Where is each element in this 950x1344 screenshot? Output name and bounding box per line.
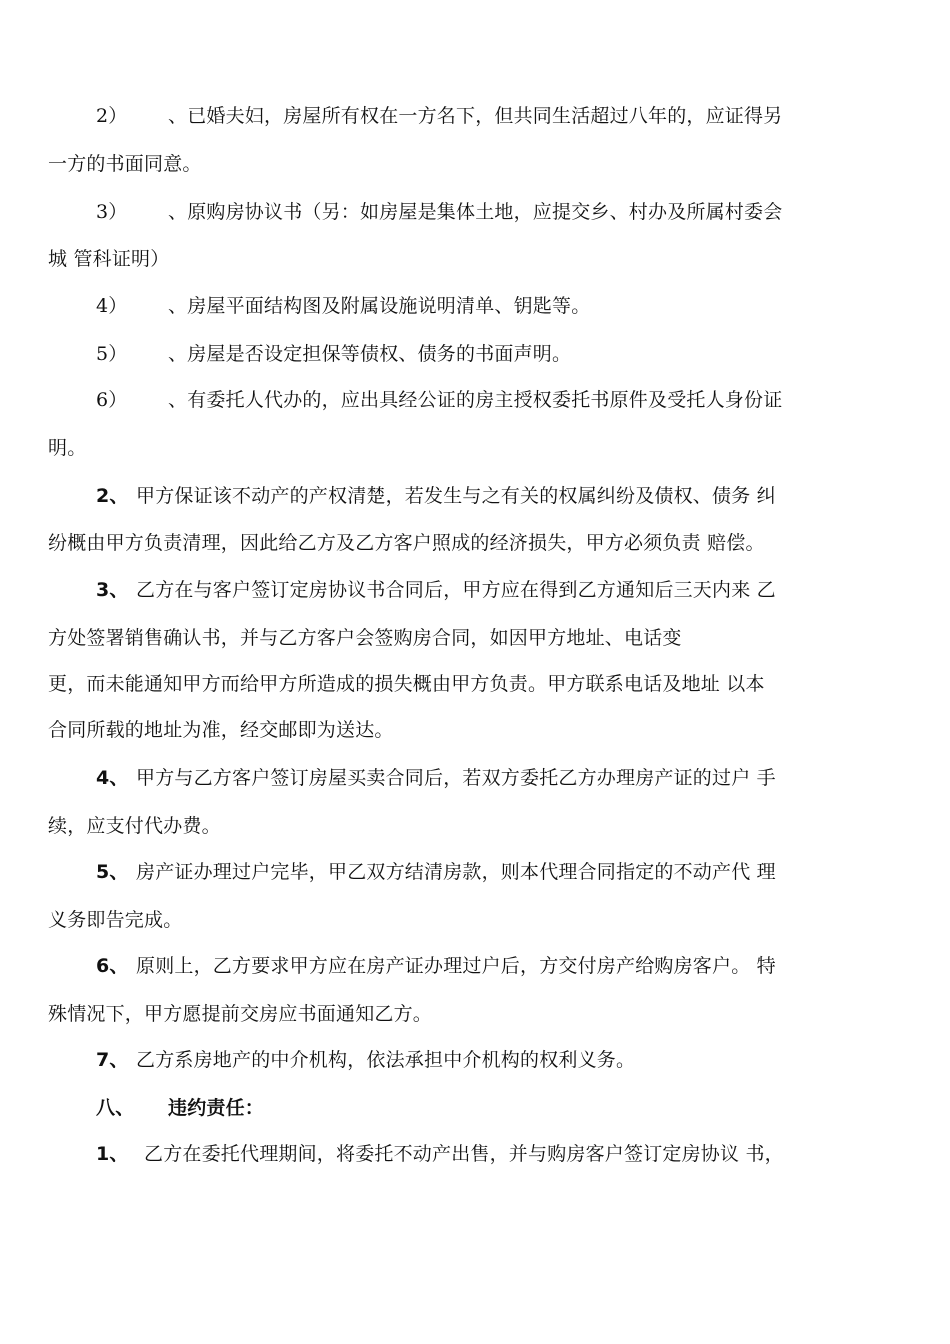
clause-6-line-2: 殊情况下，甲方愿提前交房应书面通知乙方。 [48, 1003, 433, 1025]
clause-number: 4、 [96, 767, 129, 789]
item-number: 4） [96, 295, 128, 317]
item-3-line-2: 城 管科证明） [48, 248, 170, 270]
clause-4-line-2: 续，应支付代办费。 [48, 815, 221, 837]
clause-3-line-2: 方处签署销售确认书，并与乙方客户会签购房合同，如因甲方地址、电话变 [48, 627, 682, 649]
item-3-line-1: 3） 、原购房协议书（另：如房屋是集体土地，应提交乡、村办及所属村委会 [96, 198, 908, 226]
item-2-line-1: 2） 、已婚夫妇，房屋所有权在一方名下，但共同生活超过八年的，应证得另 [96, 102, 908, 130]
section-number: 八、 [96, 1097, 135, 1119]
clause-number: 7、 [96, 1049, 129, 1071]
clause-number: 1、 [96, 1143, 129, 1165]
item-6-line-2: 明。 [48, 437, 87, 459]
clause-6-line-1: 6、 原则上，乙方要求甲方应在房产证办理过户后，方交付房产给购房客户。 特 [96, 952, 908, 980]
section-title: 违约责任： [168, 1097, 265, 1119]
clause-5-line-1: 5、 房产证办理过户完毕，甲乙双方结清房款，则本代理合同指定的不动产代 理 [96, 858, 908, 886]
section-heading [96, 1094, 908, 1122]
clause-7-line-1: 7、 乙方系房地产的中介机构，依法承担中介机构的权利义务。 [96, 1046, 908, 1074]
clause-2-line-2: 纷概由甲方负责清理，因此给乙方及乙方客户照成的经济损失，甲方必须负责 赔偿。 [48, 532, 765, 554]
clause-number: 5、 [96, 861, 129, 883]
clause-3-line-1: 3、 乙方在与客户签订定房协议书合同后，甲方应在得到乙方通知后三天内来 乙 [96, 576, 908, 604]
item-number: 3） [96, 201, 128, 223]
breach-clause-1-line-1: 1、 乙方在委托代理期间，将委托不动产出售，并与购房客户签订定房协议 书， [96, 1140, 908, 1168]
clause-4-line-1: 4、 甲方与乙方客户签订房屋买卖合同后，若双方委托乙方办理房产证的过户 手 [96, 764, 908, 792]
item-number: 2） [96, 105, 128, 127]
clause-3-line-3: 更，而未能通知甲方而给甲方所造成的损失概由甲方负责。甲方联系电话及地址 以本 [48, 673, 765, 695]
clause-2-line-1: 2、 甲方保证该不动产的产权清楚，若发生与之有关的权属纠纷及债权、债务 纠 [96, 482, 908, 510]
item-2-line-2: 一方的书面同意。 [48, 153, 202, 175]
clause-number: 3、 [96, 579, 129, 601]
item-number: 5） [96, 343, 128, 365]
item-number: 6） [96, 389, 128, 411]
clause-5-line-2: 义务即告完成。 [48, 909, 183, 931]
item-6-line-1: 6） 、有委托人代办的，应出具经公证的房主授权委托书原件及受托人身份证 [96, 386, 908, 414]
item-5-line-1: 5） 、房屋是否设定担保等债权、债务的书面声明。 [96, 340, 908, 368]
clause-number: 2、 [96, 485, 129, 507]
item-4-line-1: 4） 、房屋平面结构图及附属设施说明清单、钥匙等。 [96, 292, 908, 320]
clause-3-line-4: 合同所载的地址为准，经交邮即为送达。 [48, 719, 394, 741]
clause-number: 6、 [96, 955, 129, 977]
